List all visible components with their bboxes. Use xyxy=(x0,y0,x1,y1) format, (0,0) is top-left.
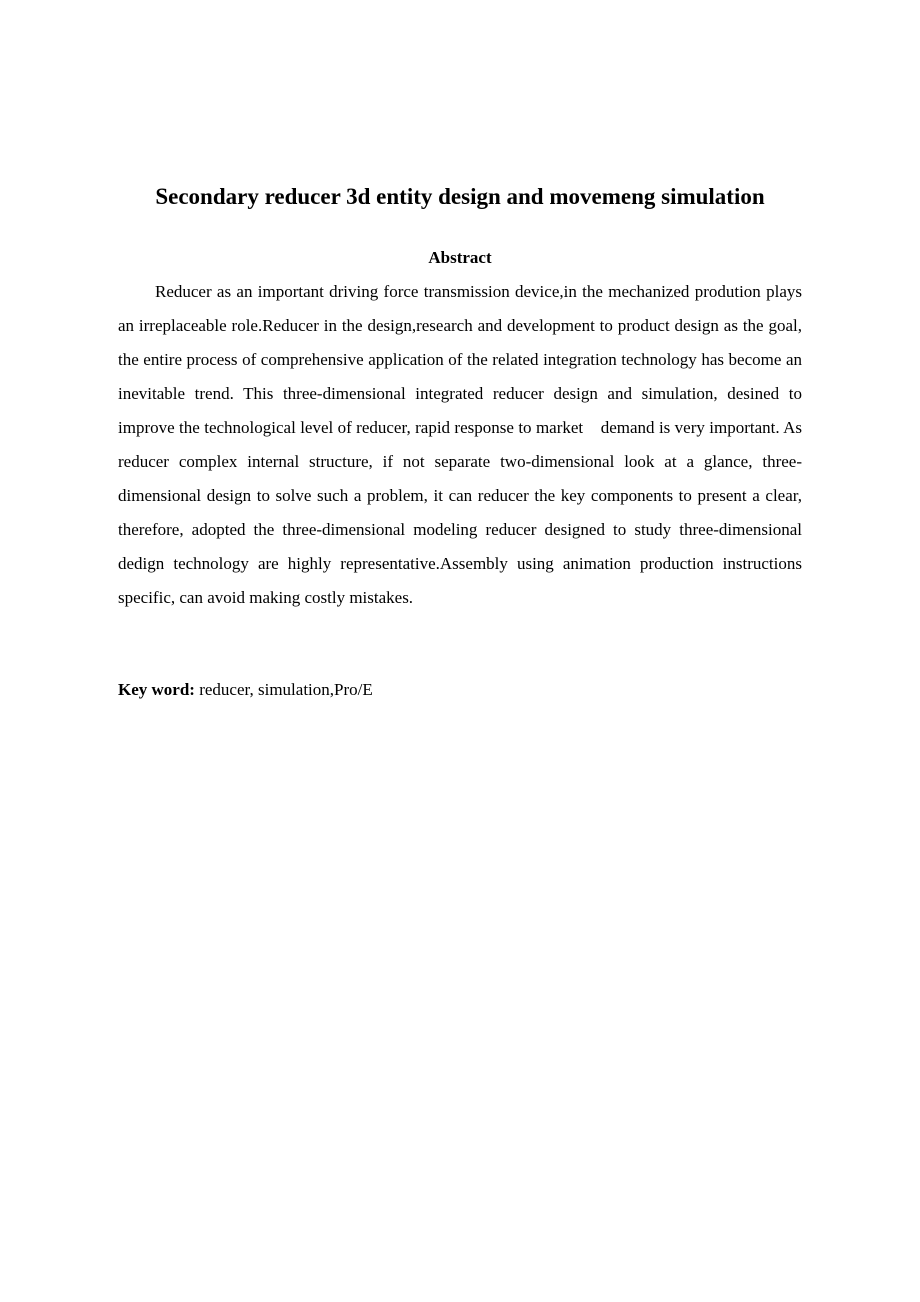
document-title: Secondary reducer 3d entity design and movemeng simulation xyxy=(155,184,765,209)
keywords-label: Key word: xyxy=(118,680,195,699)
keywords-value: reducer, simulation,Pro/E xyxy=(194,680,373,699)
abstract-heading: Abstract xyxy=(428,248,492,267)
abstract-paragraph: Reducer as an important driving force transmission device,in the mechanized prodution plays an irreplaceable role.Reducer in the design,research and development to product design as the goal, the entire process of comprehensive application of the related integration technology has become an inevitable trend. This three-dimensional integrated reducer design and simulation, desined to improve the technological level of reducer, rapid response to market demand is very important. As reducer complex internal structure, if not separate two-dimensional look at a glance, three-dimensional design to solve such a problem, it can reducer the key components to present a clear, therefore, adopted the three-dimensional modeling reducer designed to study three-dimensional dedign technology are highly representative.Assembly using animation production instructions specific, can avoid making costly mistakes. xyxy=(118,282,802,607)
keywords-line xyxy=(118,678,802,702)
